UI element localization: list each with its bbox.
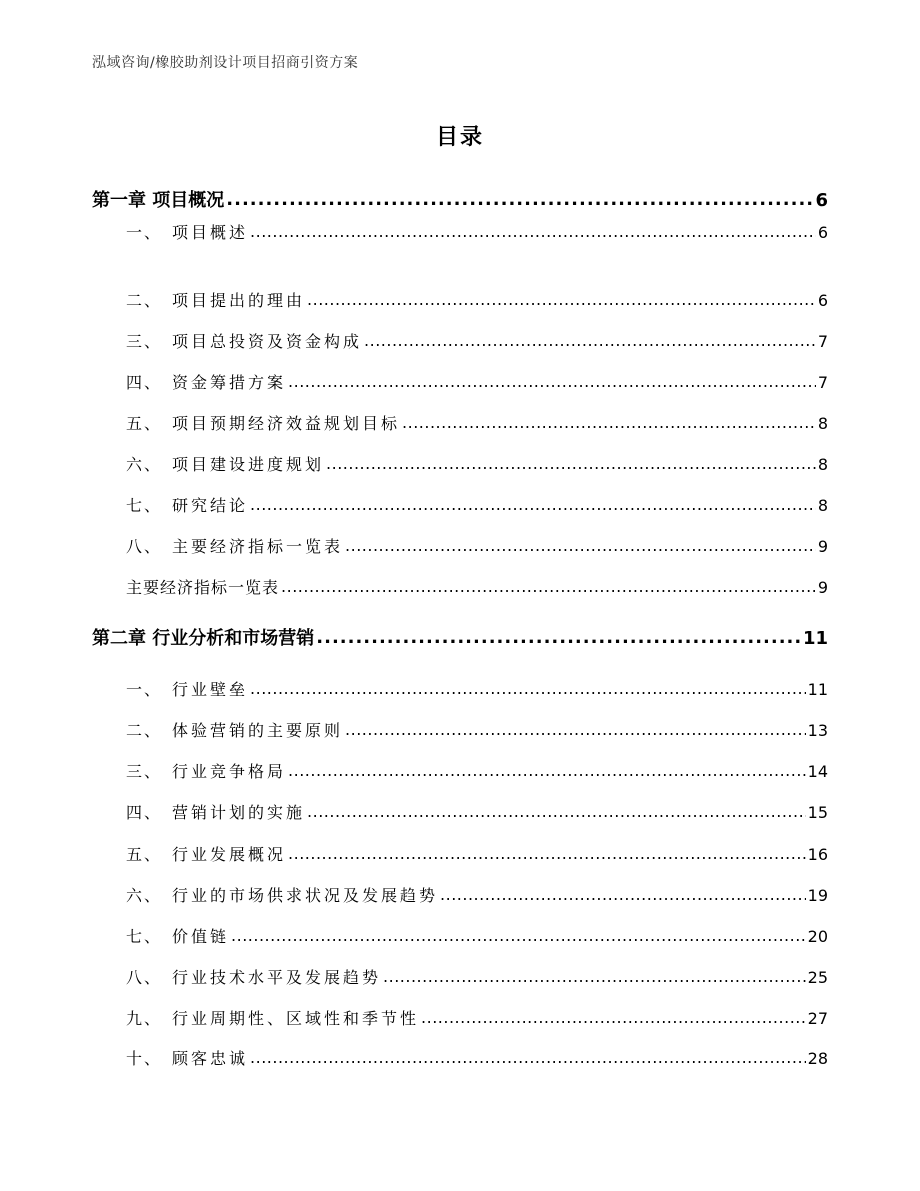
toc-entry[interactable] <box>126 924 828 947</box>
toc-page-number: 8 <box>817 414 828 433</box>
toc-entry-label: 项目预期经济效益规划目标 <box>172 414 401 433</box>
toc-entry-label: 行业的市场供求状况及发展趋势 <box>172 886 439 905</box>
toc-page-number: 13 <box>807 721 828 740</box>
toc-page-number: 7 <box>817 332 828 351</box>
toc-entry-number: 一、 <box>126 680 163 699</box>
toc-entry-label: 行业壁垒 <box>172 680 249 699</box>
dot-leader <box>250 495 816 514</box>
toc-entry-label: 资金筹措方案 <box>172 373 287 392</box>
toc-entry[interactable] <box>126 883 828 906</box>
toc-entry-number: 六、 <box>126 455 163 474</box>
dot-leader <box>364 331 816 350</box>
toc-page-number: 6 <box>817 223 828 242</box>
dot-leader <box>281 577 816 596</box>
toc-entry-number: 十、 <box>126 1049 163 1068</box>
toc-entry-label: 项目概述 <box>172 223 249 242</box>
toc-page-number: 11 <box>802 628 828 649</box>
toc-entry-number: 六、 <box>126 886 163 905</box>
toc-entry-number: 三、 <box>126 762 163 781</box>
toc-entry[interactable] <box>126 452 828 475</box>
dot-leader <box>307 290 816 309</box>
toc-page-number: 8 <box>817 455 828 474</box>
dot-leader <box>383 967 806 986</box>
toc-entry-number: 七、 <box>126 496 163 515</box>
toc-entry[interactable] <box>126 1006 828 1029</box>
toc-entry-label: 行业发展概况 <box>172 845 287 864</box>
toc-entry-label: 第二章 行业分析和市场营销 <box>92 628 315 649</box>
toc-entry-label: 主要经济指标一览表 <box>172 537 344 556</box>
toc-page-number: 14 <box>807 762 828 781</box>
toc-entry[interactable] <box>126 1046 828 1069</box>
toc-page-number: 15 <box>807 803 828 822</box>
toc-entry-label: 价值链 <box>172 927 230 946</box>
toc-entry-label: 主要经济指标一览表 <box>126 578 280 597</box>
toc-entry-label: 项目建设进度规划 <box>172 455 325 474</box>
toc-entry-label: 营销计划的实施 <box>172 803 306 822</box>
dot-leader <box>421 1008 806 1027</box>
toc-entry[interactable] <box>126 575 828 598</box>
toc-entry-label: 体验营销的主要原则 <box>172 721 344 740</box>
toc-entry-label: 行业周期性、区域性和季节性 <box>172 1009 420 1028</box>
toc-entry[interactable] <box>126 718 828 741</box>
toc-page-number: 16 <box>807 845 828 864</box>
toc-entry-label: 项目总投资及资金构成 <box>172 332 363 351</box>
toc-page-number: 25 <box>807 968 828 987</box>
toc-entry-number: 二、 <box>126 291 163 310</box>
toc-entry[interactable] <box>126 965 828 988</box>
toc-entry[interactable] <box>126 288 828 311</box>
toc-page-number: 28 <box>807 1049 828 1068</box>
document-header: 泓域咨询/橡胶助剂设计项目招商引资方案 <box>92 55 359 71</box>
toc-entry[interactable] <box>126 411 828 434</box>
toc-page-number: 7 <box>817 373 828 392</box>
toc-chapter-2[interactable] <box>92 624 828 650</box>
dot-leader <box>316 627 801 648</box>
toc-page-number: 27 <box>807 1009 828 1028</box>
toc-entry-label: 行业技术水平及发展趋势 <box>172 968 382 987</box>
toc-entry[interactable] <box>126 800 828 823</box>
dot-leader <box>288 761 806 780</box>
toc-page-number: 6 <box>817 291 828 310</box>
toc-entry-number: 七、 <box>126 927 163 946</box>
toc-entry[interactable] <box>126 759 828 782</box>
toc-entry-label: 项目提出的理由 <box>172 291 306 310</box>
toc-entry-number: 八、 <box>126 968 163 987</box>
toc-page-number: 9 <box>817 537 828 556</box>
toc-title: 目录 <box>435 125 484 150</box>
dot-leader <box>345 536 816 555</box>
toc-entry[interactable] <box>126 677 828 700</box>
dot-leader <box>345 720 806 739</box>
toc-entry-number: 四、 <box>126 373 163 392</box>
dot-leader <box>288 844 806 863</box>
toc-page-number: 8 <box>817 496 828 515</box>
toc-entry-number: 一、 <box>126 223 163 242</box>
toc-entry[interactable] <box>126 329 828 352</box>
toc-entry-number: 五、 <box>126 414 163 433</box>
toc-entry-number: 八、 <box>126 537 163 556</box>
toc-entry-label: 顾客忠诚 <box>172 1049 249 1068</box>
dot-leader <box>307 802 806 821</box>
dot-leader <box>288 372 816 391</box>
dot-leader <box>226 189 813 210</box>
toc-entry-label: 第一章 项目概况 <box>92 190 225 211</box>
dot-leader <box>326 454 816 473</box>
dot-leader <box>231 926 806 945</box>
toc-entry[interactable] <box>126 842 828 865</box>
toc-entry-number: 三、 <box>126 332 163 351</box>
dot-leader <box>250 1048 806 1067</box>
toc-page-number: 11 <box>807 680 828 699</box>
toc-entry-label: 行业竞争格局 <box>172 762 287 781</box>
toc-entry[interactable] <box>126 220 828 243</box>
toc-page-number: 19 <box>807 886 828 905</box>
toc-page-number: 9 <box>817 578 828 597</box>
dot-leader <box>250 679 806 698</box>
toc-chapter-1[interactable] <box>92 186 828 212</box>
toc-page-number: 6 <box>815 190 828 211</box>
toc-entry[interactable] <box>126 493 828 516</box>
dot-leader <box>250 222 816 241</box>
toc-entry-number: 五、 <box>126 845 163 864</box>
toc-entry-number: 九、 <box>126 1009 163 1028</box>
dot-leader <box>440 885 806 904</box>
toc-entry-number: 二、 <box>126 721 163 740</box>
toc-entry-number: 四、 <box>126 803 163 822</box>
toc-entry-label: 研究结论 <box>172 496 249 515</box>
toc-entry[interactable] <box>126 534 828 557</box>
dot-leader <box>402 413 816 432</box>
toc-entry[interactable] <box>126 370 828 393</box>
toc-page-number: 20 <box>807 927 828 946</box>
